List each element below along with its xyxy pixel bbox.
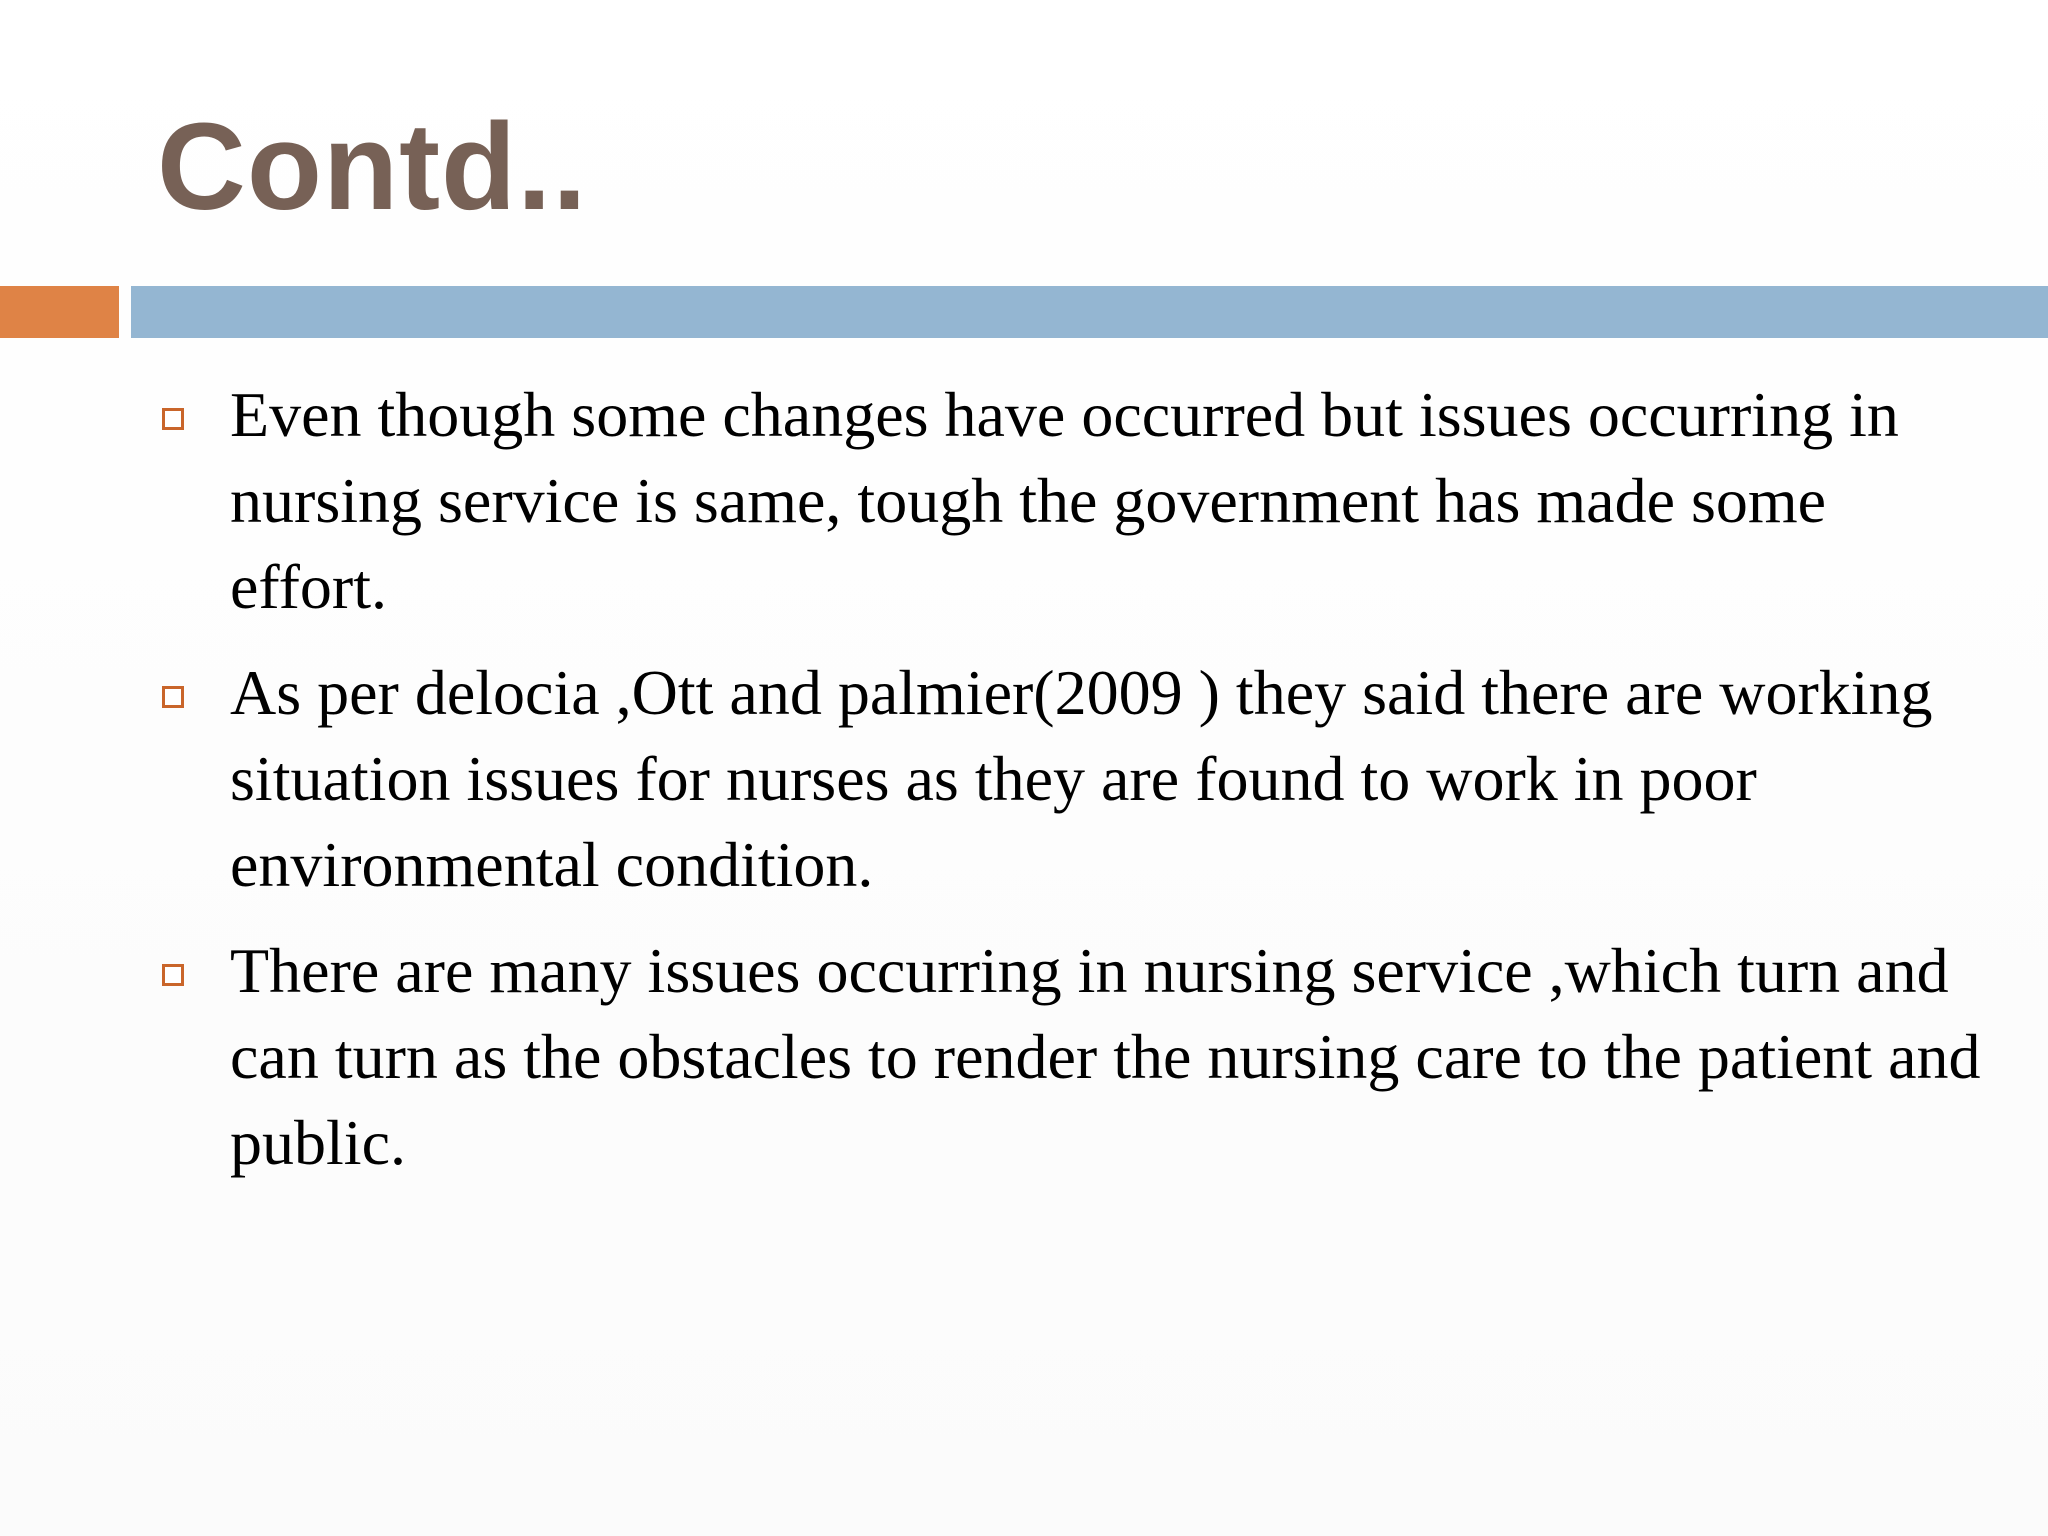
bullet-text: As per delocia ,Ott and palmier(2009 ) they said there are working situation issues for nurses as they are found to work in poor environmental condition. [230, 657, 1933, 900]
hollow-square-bullet-icon [162, 408, 184, 430]
slide-title: Contd.. [157, 99, 588, 236]
bullet-item [0, 372, 2048, 630]
hollow-square-bullet-icon [162, 686, 184, 708]
bullet-list [0, 372, 2048, 1206]
hollow-square-bullet-icon [162, 964, 184, 986]
blue-accent-bar [131, 286, 2048, 338]
bullet-text: There are many issues occurring in nursing service ,which turn and can turn as the obstacles to render the nursing care to the patient and public. [230, 935, 1981, 1178]
orange-accent-bar [0, 286, 119, 338]
bullet-item [0, 928, 2048, 1186]
bullet-text: Even though some changes have occurred but issues occurring in nursing service is same, tough the government has made some effort. [230, 379, 1899, 622]
bullet-item [0, 650, 2048, 908]
